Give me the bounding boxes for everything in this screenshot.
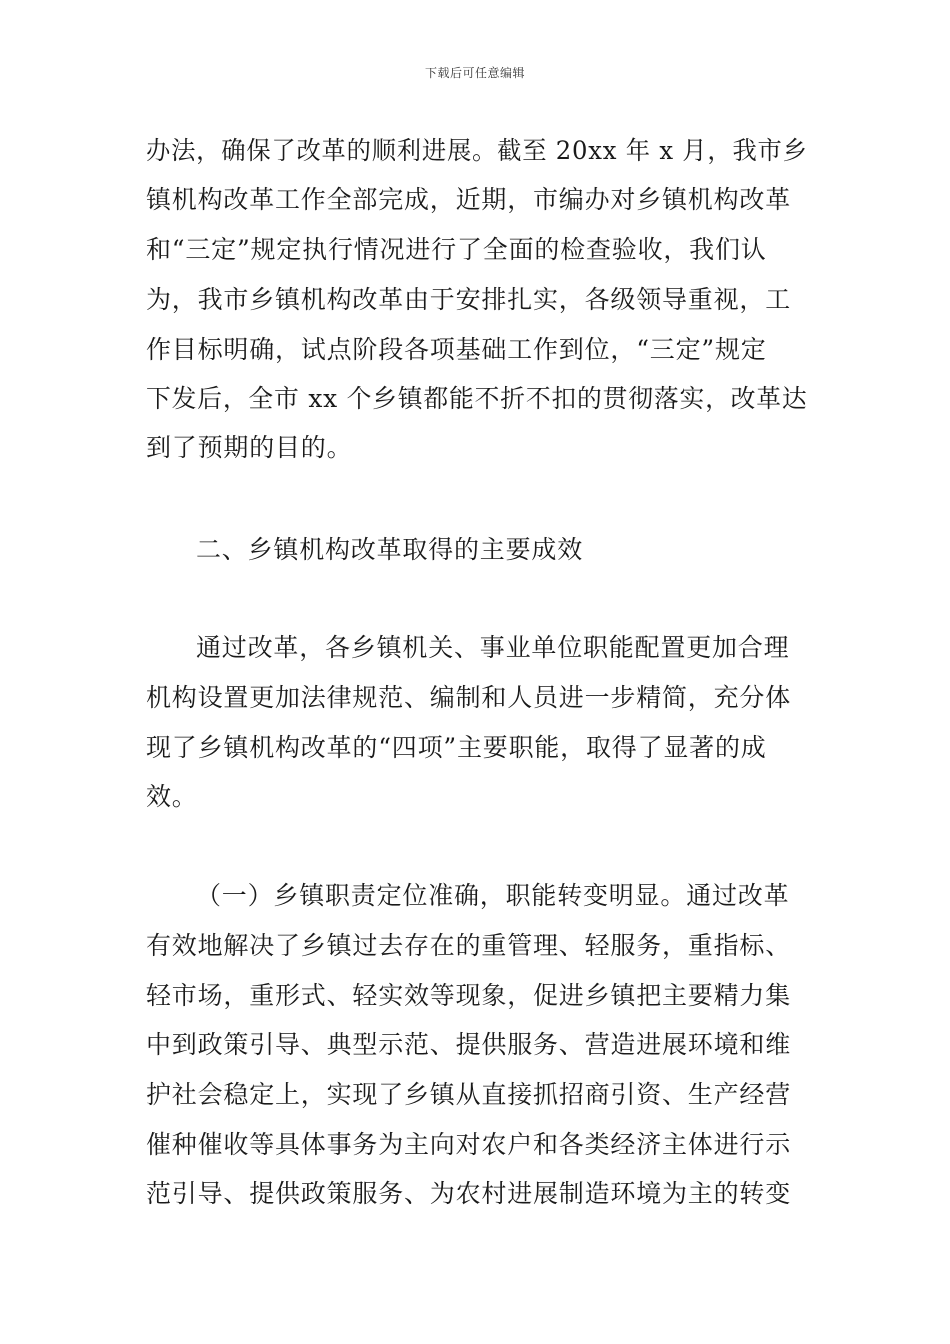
- paragraph-line: 为，我市乡镇机构改革由于安排扎实，各级领导重视，工: [146, 285, 792, 314]
- paragraph-line: 作目标明确，试点阶段各项基础工作到位，“三定”规定: [146, 335, 767, 364]
- page-header: 下载后可任意编辑: [424, 66, 525, 80]
- paragraph-line: 催种催收等具体事务为主向对农户和各类经济主体进行示: [146, 1130, 792, 1159]
- paragraph-line: 现了乡镇机构改革的“四项”主要职能，取得了显著的成: [146, 733, 767, 762]
- paragraph-line: 轻市场，重形式、轻实效等现象，促进乡镇把主要精力集: [146, 981, 792, 1010]
- paragraph-line: 镇机构改革工作全部完成，近期，市编办对乡镇机构改革: [146, 185, 792, 214]
- paragraph-line: 机构设置更加法律规范、编制和人员进一步精简，充分体: [146, 683, 792, 712]
- paragraph-line: 到了预期的目的。: [146, 433, 353, 462]
- paragraph-line: 范引导、提供政策服务、为农村进展制造环境为主的转变: [146, 1179, 792, 1208]
- paragraph-line: 效。: [146, 782, 198, 811]
- paragraph-line: 中到政策引导、典型示范、提供服务、营造进展环境和维: [146, 1030, 792, 1059]
- paragraph-line: （一）乡镇职责定位准确，职能转变明显。通过改革: [196, 881, 790, 910]
- paragraph-line: 办法，确保了改革的顺利进展。截至 20xx 年 x 月，我市乡: [146, 136, 808, 165]
- paragraph-line: 通过改革，各乡镇机关、事业单位职能配置更加合理: [196, 633, 790, 662]
- section-heading: 二、乡镇机构改革取得的主要成效: [196, 535, 584, 564]
- paragraph-line: 护社会稳定上，实现了乡镇从直接抓招商引资、生产经营: [146, 1080, 792, 1109]
- paragraph-line: 有效地解决了乡镇过去存在的重管理、轻服务，重指标、: [146, 931, 792, 960]
- paragraph-line: 和“三定”规定执行情况进行了全面的检查验收，我们认: [146, 235, 767, 264]
- paragraph-line: 下发后，全市 xx 个乡镇都能不折不扣的贯彻落实，改革达: [146, 384, 808, 413]
